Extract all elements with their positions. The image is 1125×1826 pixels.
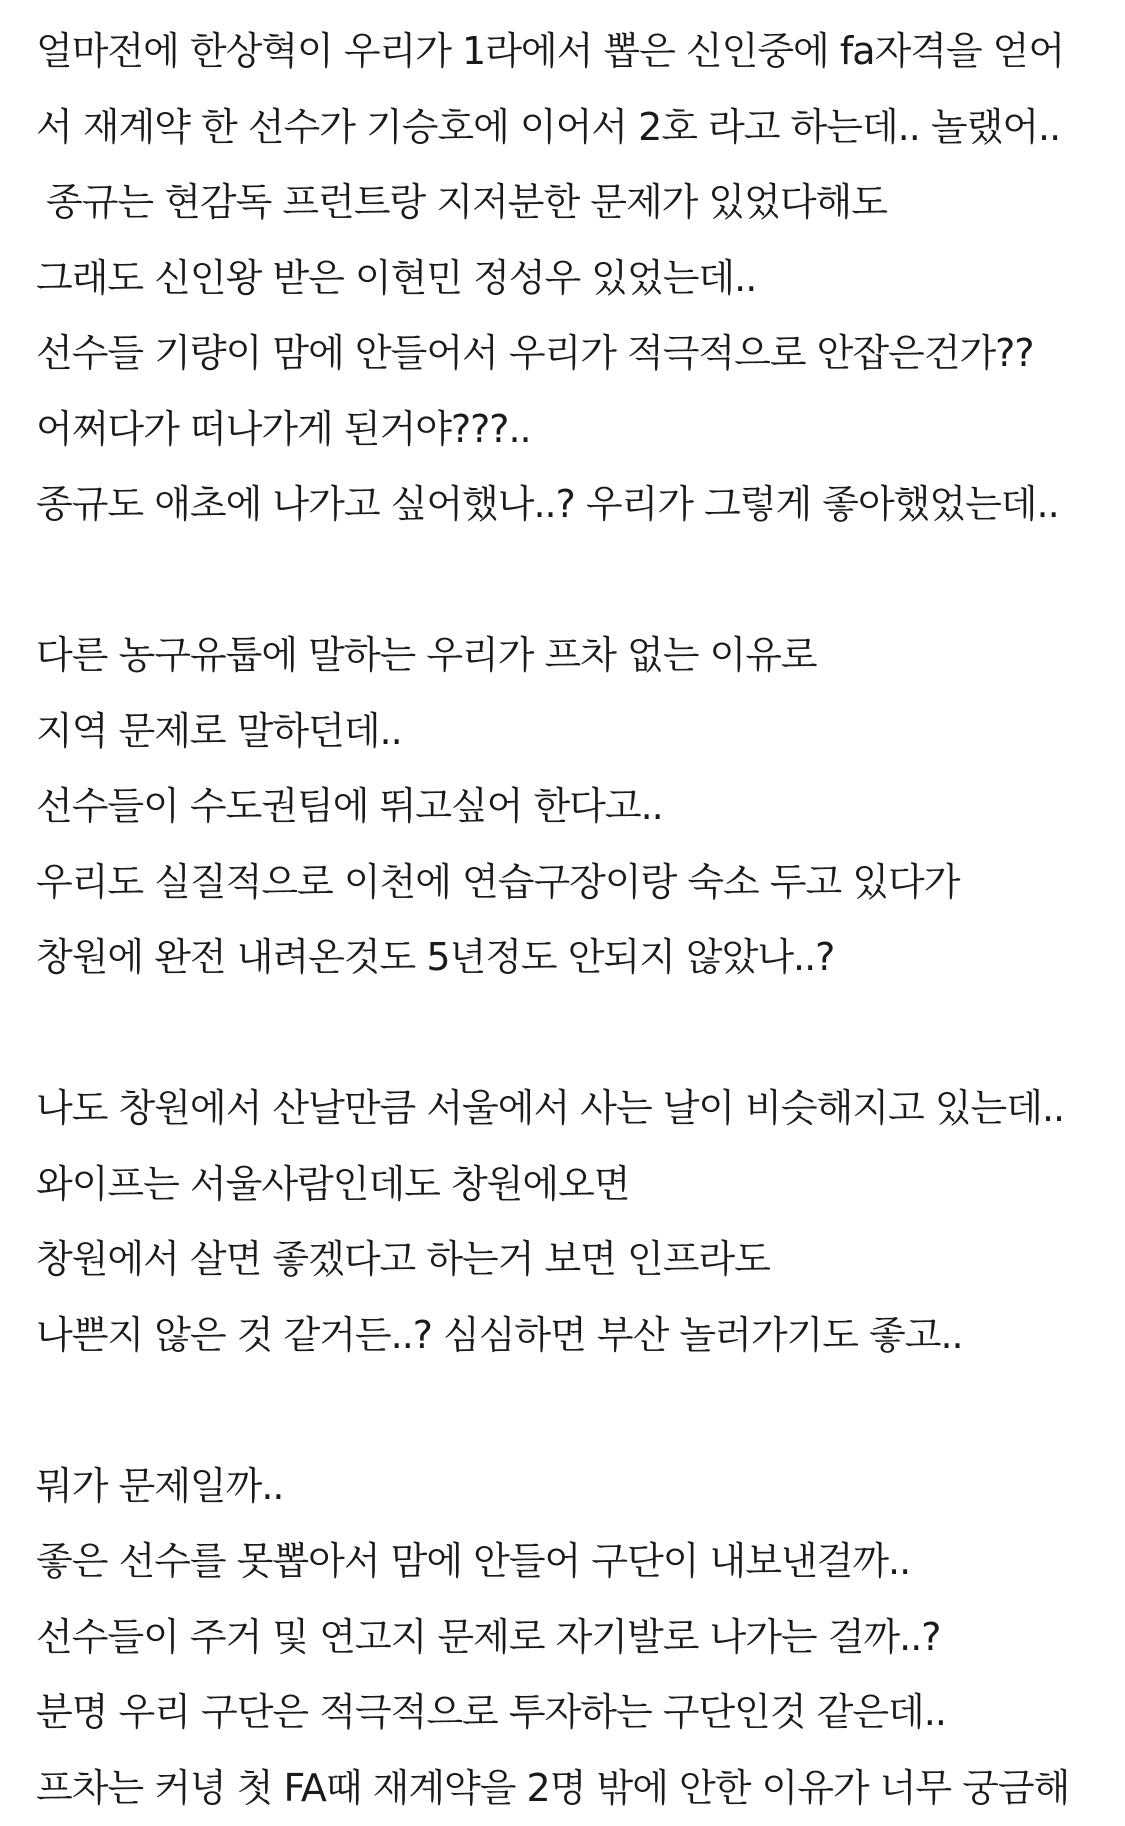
paragraph-gap xyxy=(36,543,1105,619)
text-line: 종규도 애초에 나가고 싶어했나..? 우리가 그렇게 좋아했었는데.. xyxy=(36,467,1105,543)
text-line: 프차는 커녕 첫 FA때 재계약을 2명 밖에 안한 이유가 너무 궁금해 xyxy=(36,1751,1105,1826)
paragraph-gap xyxy=(36,996,1105,1072)
text-line: 그래도 신인왕 받은 이현민 정성우 있었는데.. xyxy=(36,241,1105,317)
text-line: 분명 우리 구단은 적극적으로 투자하는 구단인것 같은데.. xyxy=(36,1675,1105,1751)
text-line: 지역 문제로 말하던데.. xyxy=(36,694,1105,770)
text-line: 다른 농구유툽에 말하는 우리가 프차 없는 이유로 xyxy=(36,618,1105,694)
paragraph-1 xyxy=(36,14,1105,543)
paragraph-4 xyxy=(36,1449,1105,1826)
text-line: 종규는 현감독 프런트랑 지저분한 문제가 있었다해도 xyxy=(36,165,1105,241)
text-line: 창원에서 살면 좋겠다고 하는거 보면 인프라도 xyxy=(36,1222,1105,1298)
paragraph-2 xyxy=(36,618,1105,996)
text-line: 와이프는 서울사람인데도 창원에오면 xyxy=(36,1147,1105,1223)
text-line: 창원에 완전 내려온것도 5년정도 안되지 않았나..? xyxy=(36,920,1105,996)
text-line: 나도 창원에서 산날만큼 서울에서 사는 날이 비슷해지고 있는데.. xyxy=(36,1071,1105,1147)
text-line: 좋은 선수를 못뽑아서 맘에 안들어 구단이 내보낸걸까.. xyxy=(36,1524,1105,1600)
text-line: 선수들 기량이 맘에 안들어서 우리가 적극적으로 안잡은건가?? xyxy=(36,316,1105,392)
text-line: 뭐가 문제일까.. xyxy=(36,1449,1105,1525)
text-line: 얼마전에 한상혁이 우리가 1라에서 뽑은 신인중에 fa자격을 얻어 xyxy=(36,14,1105,90)
text-line: 서 재계약 한 선수가 기승호에 이어서 2호 라고 하는데.. 놀랬어.. xyxy=(36,90,1105,166)
text-line: 선수들이 주거 및 연고지 문제로 자기발로 나가는 걸까..? xyxy=(36,1600,1105,1676)
paragraph-gap xyxy=(36,1373,1105,1449)
text-line: 어쩌다가 떠나가게 된거야???.. xyxy=(36,392,1105,468)
paragraph-3 xyxy=(36,1071,1105,1373)
text-line: 선수들이 수도권팀에 뛰고싶어 한다고.. xyxy=(36,769,1105,845)
text-line: 나쁜지 않은 것 같거든..? 심심하면 부산 놀러가기도 좋고.. xyxy=(36,1298,1105,1374)
text-line: 우리도 실질적으로 이천에 연습구장이랑 숙소 두고 있다가 xyxy=(36,845,1105,921)
